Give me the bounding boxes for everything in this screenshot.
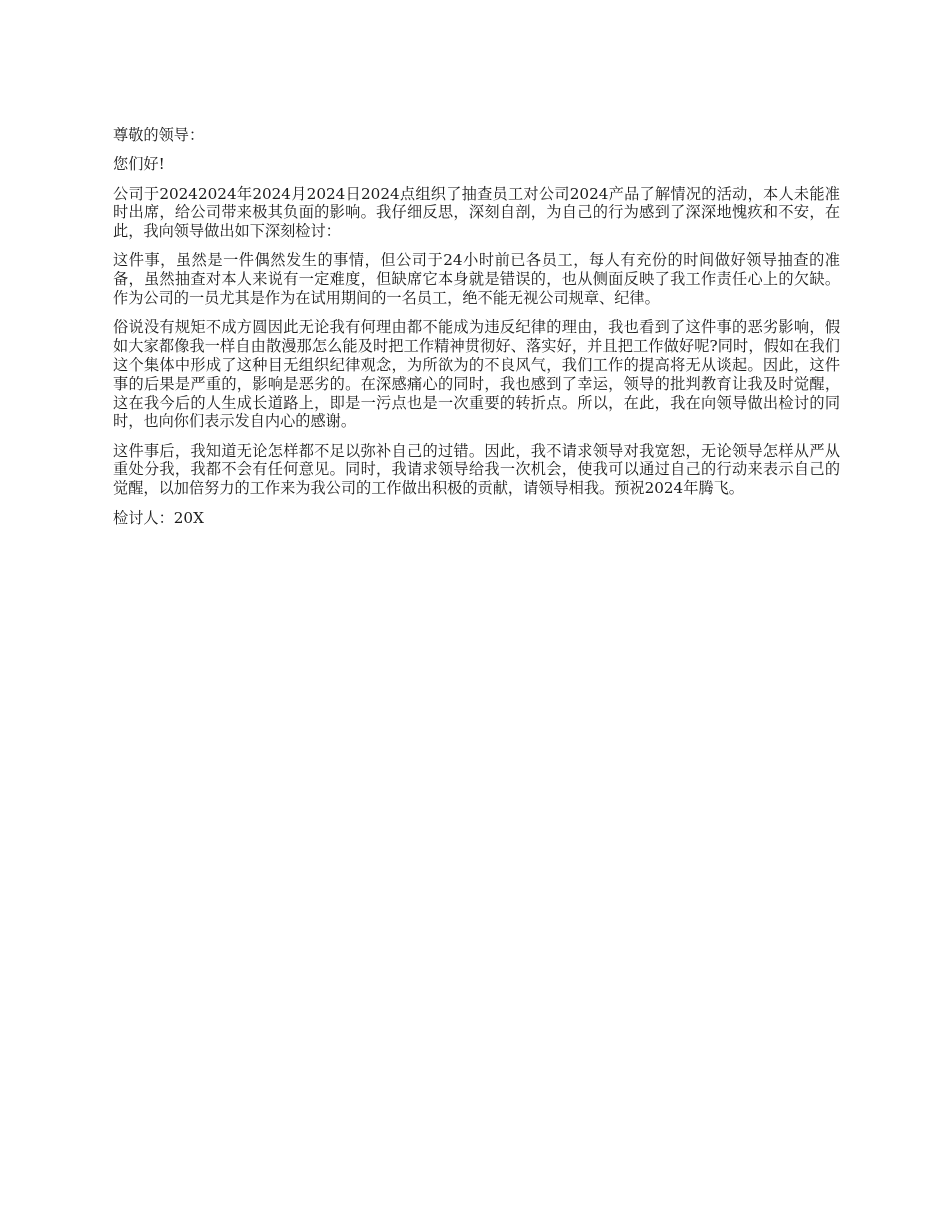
paragraph-2: 这件事，虽然是一件偶然发生的事情，但公司于24小时前已各员工，每人有充份的时间做好领导抽查的准备，虽然抽查对本人来说有一定难度，但缺席它本身就是错误的，也从侧面反映了我工作责任心上的欠缺。作为公司的一员尤其是作为在试用期间的一名员工，绝不能无视公司规章、纪律。 bbox=[113, 251, 840, 308]
salutation: 尊敬的领导： bbox=[113, 126, 205, 144]
signature: 检讨人：20X bbox=[113, 508, 204, 527]
paragraph-4: 这件事后，我知道无论怎样都不足以弥补自己的过错。因此，我不请求领导对我宽恕，无论领导怎样从严从重处分我，我都不会有任何意见。同时，我请求领导给我一次机会，使我可以通过自己的行动来表示自己的觉醒，以加倍努力的工作来为我公司的工作做出积极的贡献，请领导相我。预祝2024年腾飞。 bbox=[113, 441, 840, 498]
greeting: 您们好! bbox=[113, 155, 165, 174]
paragraph-3: 俗说没有规矩不成方圆因此无论我有何理由都不能成为违反纪律的理由，我也看到了这件事的恶劣影响，假如大家都像我一样自由散漫那怎么能及时把工作精神贯彻好、落实好，并且把工作做好呢?同时，假如在我们这个集体中形成了这种目无组织纪律观念，为所欲为的不良风气，我们工作的提高将无从谈起。因此，这件事的后果是严重的，影响是恶劣的。在深感痛心的同时，我也感到了幸运，领导的批判教育让我及时觉醒，这在我今后的人生成长道路上，即是一污点也是一次重要的转折点。所以，在此，我在向领导做出检讨的同时，也向你们表示发自内心的感谢。 bbox=[113, 318, 840, 431]
paragraph-1: 公司于20242024年2024月2024日2024点组织了抽查员工对公司2024产品了解情况的活动，本人未能准时出席，给公司带来极其负面的影响。我仔细反思，深刻自剖，为自己的行为感到了深深地愧疚和不安，在此，我向领导做出如下深刻检讨： bbox=[113, 184, 840, 241]
document-body bbox=[113, 126, 840, 538]
